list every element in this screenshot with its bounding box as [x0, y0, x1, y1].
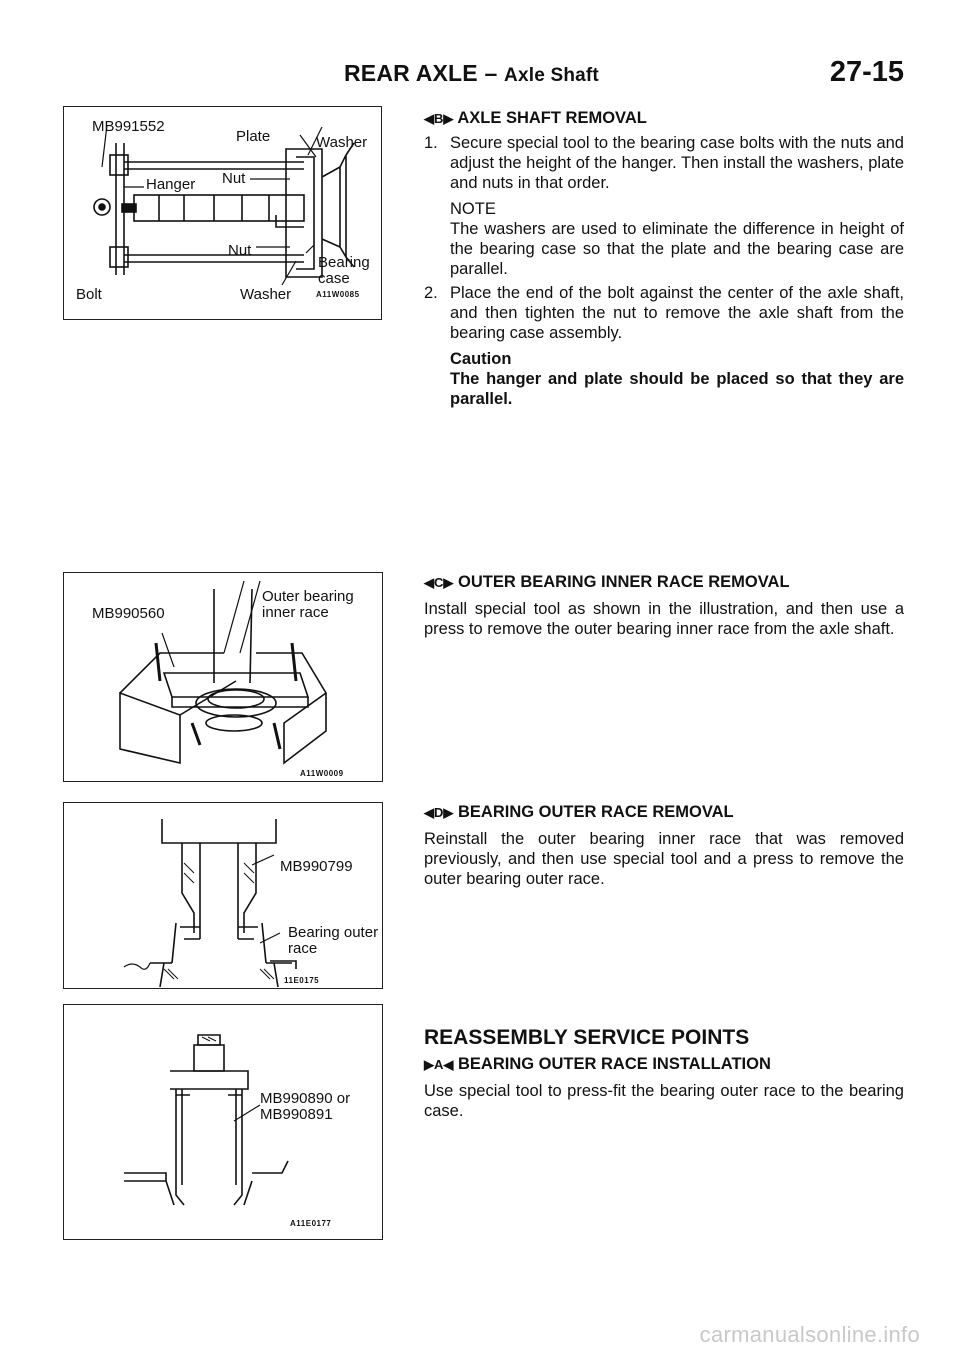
tool-label: MB990890 or [260, 1090, 351, 1107]
heading-text: BEARING OUTER RACE REMOVAL [457, 803, 734, 821]
step-number: 2. [424, 284, 438, 302]
heading-text: OUTER BEARING INNER RACE REMOVAL [457, 573, 790, 591]
step-1 [424, 133, 904, 193]
body-text: Use special tool to press-fit the bearing outer race to the bearing case. [424, 1082, 904, 1120]
section-marker: ◀D▶ [424, 805, 454, 820]
page-header [0, 56, 960, 92]
body-text: Install special tool as shown in the illustration, and then use a press to remove the outer bearing inner race from the axle shaft. [424, 600, 904, 638]
section-title: REAR AXLE [344, 60, 478, 86]
figure-inner-race-removal [63, 572, 383, 782]
tool-label: MB990799 [280, 858, 353, 875]
caution-label: Caution [450, 350, 512, 368]
note-label: NOTE [450, 200, 496, 218]
section-marker: ◀C▶ [424, 575, 454, 590]
washer-label: Washer [316, 134, 368, 151]
section-heading [424, 802, 904, 823]
note-block [424, 199, 904, 279]
figure-code: A11W0009 [300, 769, 344, 778]
bearing-case-label: Bearing [318, 254, 370, 271]
outer-race-label: Bearing outer [288, 924, 379, 941]
tool-label: MB990560 [92, 605, 165, 622]
heading-text: BEARING OUTER RACE INSTALLATION [457, 1055, 771, 1073]
section-marker: ◀B▶ [424, 111, 454, 126]
page-number: 27-15 [829, 56, 904, 88]
step-2 [424, 283, 904, 343]
watermark: carmanualsonline.info [699, 1322, 920, 1347]
body-text: Reinstall the outer bearing inner race that was removed previously, and then use special tool and a press to remove the outer bearing outer race. [424, 830, 904, 888]
figure-outer-race-installation [63, 1004, 383, 1240]
section-heading [424, 572, 904, 593]
step-text: Place the end of the bolt against the center of the axle shaft, and then tighten the nut to remove the axle shaft from the bearing case assembly. [450, 284, 904, 342]
section-marker: ▶A◀ [424, 1057, 454, 1072]
hanger-label: Hanger [146, 176, 196, 193]
inner-race-label: inner race [262, 604, 329, 621]
section-inner-race-removal [424, 572, 904, 639]
section-heading [424, 1054, 904, 1075]
outer-race-label: race [288, 940, 318, 957]
plate-label: Plate [236, 128, 271, 145]
figure-code: 11E0175 [284, 976, 320, 985]
outer-race-removal-illustration [64, 803, 384, 990]
nut-label: Nut [222, 170, 246, 187]
section-axle-shaft-removal [424, 108, 904, 409]
figure-code: A11E0177 [290, 1219, 332, 1228]
tool-label: MB991552 [92, 118, 165, 135]
outer-bearing-label: Outer bearing [262, 588, 354, 605]
section-heading [424, 108, 904, 129]
washer-label: Washer [240, 286, 292, 303]
figure-code: A11W0085 [316, 290, 360, 299]
section-subtitle: Axle Shaft [504, 65, 599, 86]
section-outer-race-removal [424, 802, 904, 889]
step-number: 1. [424, 134, 438, 152]
figure-axle-shaft-removal [63, 106, 382, 320]
figure-outer-race-removal [63, 802, 383, 989]
step-text: Secure special tool to the bearing case bolts with the nuts and adjust the height of the hanger. Then install the washers, plate and nuts in that order. [450, 134, 904, 192]
note-text: The washers are used to eliminate the difference in height of the bearing case so that the plate and the bearing case are parallel. [450, 220, 904, 278]
title-dash: – [477, 60, 505, 86]
heading-text: AXLE SHAFT REMOVAL [457, 109, 647, 127]
bearing-case-label: case [318, 270, 350, 287]
outer-race-installation-illustration [64, 1005, 384, 1241]
caution-block [424, 349, 904, 409]
page-title [344, 60, 599, 87]
reassembly-heading: REASSEMBLY SERVICE POINTS [424, 1026, 750, 1049]
tool-label: MB990891 [260, 1106, 333, 1123]
section-reassembly [424, 1028, 904, 1121]
caution-text: The hanger and plate should be placed so that they are parallel. [450, 370, 904, 408]
bolt-label: Bolt [76, 286, 102, 303]
nut-label: Nut [228, 242, 252, 259]
